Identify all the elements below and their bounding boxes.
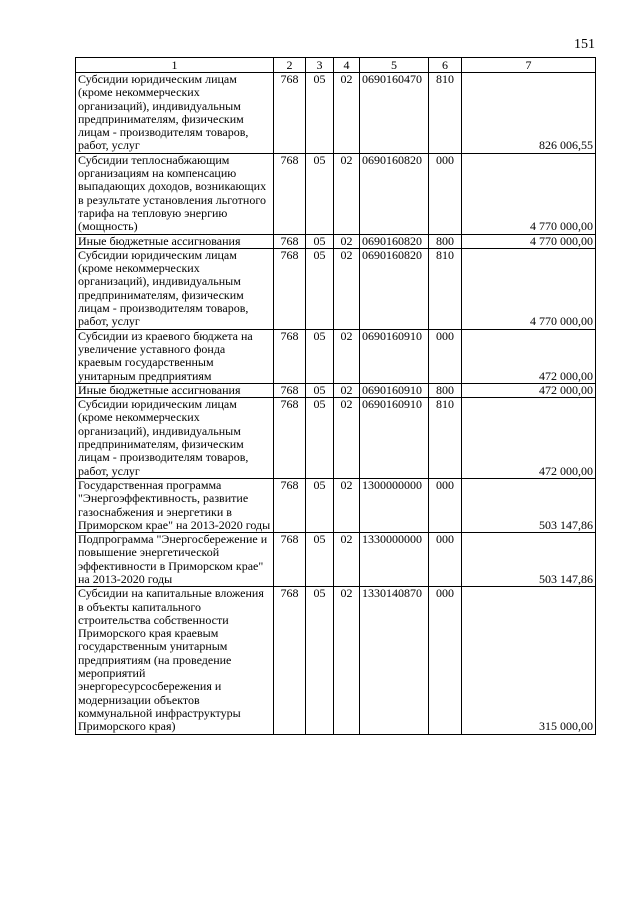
- amount: 4 770 000,00: [462, 248, 596, 329]
- section-code: 05: [306, 398, 334, 479]
- expense-type-code: 800: [429, 234, 462, 248]
- section-code: 05: [306, 329, 334, 383]
- table-row: [76, 73, 596, 154]
- amount: 503 147,86: [462, 533, 596, 587]
- ministry-code: 768: [274, 587, 306, 734]
- subsection-code: 02: [334, 248, 360, 329]
- table-row: [76, 478, 596, 532]
- target-article-code: 0690160820: [360, 234, 429, 248]
- header-row: [76, 58, 596, 73]
- subsection-code: 02: [334, 234, 360, 248]
- subsection-code: 02: [334, 329, 360, 383]
- target-article-code: 0690160470: [360, 73, 429, 154]
- amount: 503 147,86: [462, 478, 596, 532]
- row-name: Субсидии юридическим лицам (кроме некоммерческих организаций), индивидуальным предпринимателям, физическим лицам - производителям товаров, работ, услуг: [76, 398, 274, 479]
- table-row: [76, 398, 596, 479]
- subsection-code: 02: [334, 73, 360, 154]
- subsection-code: 02: [334, 383, 360, 397]
- ministry-code: 768: [274, 398, 306, 479]
- amount: 315 000,00: [462, 587, 596, 734]
- row-name: Иные бюджетные ассигнования: [76, 234, 274, 248]
- section-code: 05: [306, 533, 334, 587]
- ministry-code: 768: [274, 383, 306, 397]
- expense-type-code: 000: [429, 153, 462, 234]
- column-header: 5: [360, 58, 429, 73]
- page-number: 151: [574, 37, 595, 52]
- target-article-code: 0690160910: [360, 329, 429, 383]
- subsection-code: 02: [334, 398, 360, 479]
- ministry-code: 768: [274, 73, 306, 154]
- amount: 826 006,55: [462, 73, 596, 154]
- target-article-code: 1330140870: [360, 587, 429, 734]
- section-code: 05: [306, 234, 334, 248]
- row-name: Субсидии из краевого бюджета на увеличение уставного фонда краевым государственным унитарным предприятиям: [76, 329, 274, 383]
- subsection-code: 02: [334, 587, 360, 734]
- column-header: 2: [274, 58, 306, 73]
- expense-type-code: 000: [429, 587, 462, 734]
- expense-type-code: 810: [429, 248, 462, 329]
- column-header: 1: [76, 58, 274, 73]
- row-name: Субсидии юридическим лицам (кроме некоммерческих организаций), индивидуальным предпринимателям, физическим лицам - производителям товаров, работ, услуг: [76, 248, 274, 329]
- row-name: Государственная программа "Энергоэффективность, развитие газоснабжения и энергетики в Приморском крае" на 2013-2020 годы: [76, 478, 274, 532]
- target-article-code: 0690160910: [360, 383, 429, 397]
- expense-type-code: 800: [429, 383, 462, 397]
- target-article-code: 1300000000: [360, 478, 429, 532]
- expense-type-code: 000: [429, 478, 462, 532]
- section-code: 05: [306, 153, 334, 234]
- row-name: Подпрограмма "Энергосбережение и повышение энергетической эффективности в Приморском крае" на 2013-2020 годы: [76, 533, 274, 587]
- subsection-code: 02: [334, 478, 360, 532]
- ministry-code: 768: [274, 248, 306, 329]
- column-header: 4: [334, 58, 360, 73]
- budget-table: [75, 57, 596, 735]
- ministry-code: 768: [274, 533, 306, 587]
- expense-type-code: 000: [429, 533, 462, 587]
- column-header: 6: [429, 58, 462, 73]
- amount: 472 000,00: [462, 398, 596, 479]
- amount: 4 770 000,00: [462, 153, 596, 234]
- ministry-code: 768: [274, 478, 306, 532]
- target-article-code: 1330000000: [360, 533, 429, 587]
- target-article-code: 0690160820: [360, 153, 429, 234]
- amount: 4 770 000,00: [462, 234, 596, 248]
- table-row: [76, 383, 596, 397]
- section-code: 05: [306, 383, 334, 397]
- table-row: [76, 234, 596, 248]
- expense-type-code: 810: [429, 398, 462, 479]
- amount: 472 000,00: [462, 383, 596, 397]
- section-code: 05: [306, 478, 334, 532]
- row-name: Иные бюджетные ассигнования: [76, 383, 274, 397]
- table-row: [76, 153, 596, 234]
- target-article-code: 0690160820: [360, 248, 429, 329]
- section-code: 05: [306, 587, 334, 734]
- target-article-code: 0690160910: [360, 398, 429, 479]
- ministry-code: 768: [274, 153, 306, 234]
- subsection-code: 02: [334, 533, 360, 587]
- section-code: 05: [306, 248, 334, 329]
- row-name: Субсидии юридическим лицам (кроме некоммерческих организаций), индивидуальным предпринимателям, физическим лицам - производителям товаров, работ, услуг: [76, 73, 274, 154]
- amount: 472 000,00: [462, 329, 596, 383]
- expense-type-code: 810: [429, 73, 462, 154]
- table-row: [76, 587, 596, 734]
- row-name: Субсидии теплоснабжающим организациям на компенсацию выпадающих доходов, возникающих в результате установления льготного тарифа на тепловую энергию (мощность): [76, 153, 274, 234]
- section-code: 05: [306, 73, 334, 154]
- column-header: 7: [462, 58, 596, 73]
- subsection-code: 02: [334, 153, 360, 234]
- ministry-code: 768: [274, 234, 306, 248]
- row-name: Субсидии на капитальные вложения в объекты капитального строительства собственности Приморского края краевым государственным унитарным предприятиям (на проведение мероприятий энергоресурсосбережения и модернизации объектов коммунальной инфраструктуры Приморского края): [76, 587, 274, 734]
- expense-type-code: 000: [429, 329, 462, 383]
- ministry-code: 768: [274, 329, 306, 383]
- column-header: 3: [306, 58, 334, 73]
- table-row: [76, 248, 596, 329]
- table-row: [76, 533, 596, 587]
- table-row: [76, 329, 596, 383]
